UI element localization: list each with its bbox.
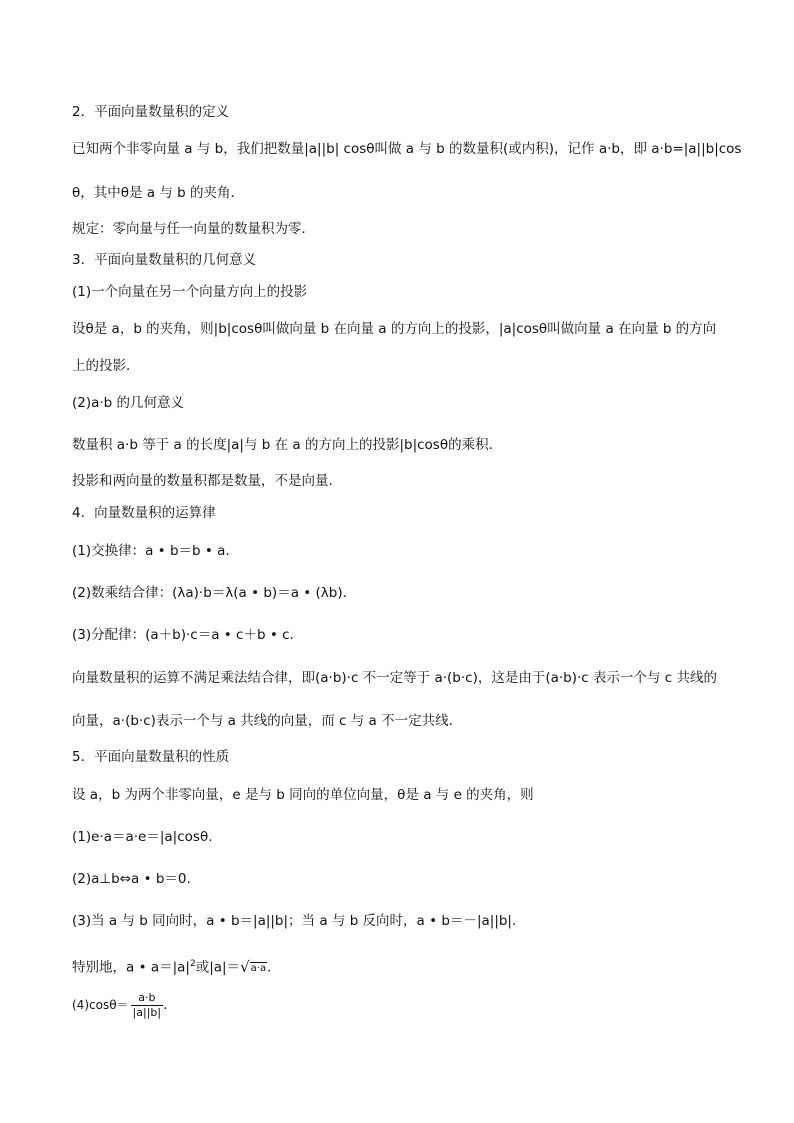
property-item: (1)e·a＝a·e＝|a|cosθ. <box>72 829 213 845</box>
property-item: (3)当 a 与 b 同向时，a • b＝|a||b|；当 a 与 b 反向时，a • b＝－|a||b|. <box>72 913 517 929</box>
property-item: (2)a⊥b⇔a • b＝0. <box>72 871 191 887</box>
law-item: (1)交换律：a • b＝b • a. <box>72 543 230 559</box>
radical-sign-icon: √ <box>240 957 250 976</box>
heading-operation-laws: 4．向量数量积的运算律 <box>72 505 216 521</box>
paragraph-line: 数量积 a·b 等于 a 的长度|a|与 b 在 a 的方向上的投影|b|cosθ的乘积． <box>72 437 503 453</box>
cos-formula-line <box>72 990 167 1020</box>
subheading-projection: (1)一个向量在另一个向量方向上的投影 <box>72 284 308 300</box>
law-item: (3)分配律：(a＋b)·c＝a • c＋b • c. <box>72 627 294 643</box>
text-segment: . <box>267 959 272 976</box>
paragraph-line: 上的投影． <box>72 358 140 374</box>
paragraph-line: 规定：零向量与任一向量的数量积为零． <box>72 221 315 237</box>
fraction-numerator: a·b <box>131 991 164 1006</box>
fraction <box>131 991 164 1020</box>
heading-properties: 5．平面向量数量积的性质 <box>72 749 230 765</box>
paragraph-line: 设θ是 a，b 的夹角，则|b|cosθ叫做向量 b 在向量 a 的方向上的投影，|a|cosθ叫做向量 a 在向量 b 的方向 <box>72 321 717 337</box>
paragraph-line: 向量，a·(b·c)表示一个与 a 共线的向量，而 c 与 a 不一定共线． <box>72 713 463 729</box>
paragraph-line: 设 a，b 为两个非零向量，e 是与 b 同向的单位向量，θ是 a 与 e 的夹角，则 <box>72 787 534 803</box>
subheading-dot-geometric: (2)a·b 的几何意义 <box>72 395 185 411</box>
special-case-line <box>72 955 271 977</box>
paragraph-line: 投影和两向量的数量积都是数量，不是向量. <box>72 473 333 489</box>
paragraph-line: θ，其中θ是 a 与 b 的夹角． <box>72 185 245 201</box>
text-segment: (4)cosθ＝ <box>72 998 129 1012</box>
text-segment: . <box>163 997 168 1013</box>
fraction-denominator: |a||b| <box>132 1005 162 1019</box>
law-item: (2)数乘结合律：(λa)·b＝λ(a • b)＝a • (λb)． <box>72 585 357 601</box>
radicand: a·a <box>250 962 267 974</box>
text-segment: 或|a|＝ <box>195 959 241 976</box>
superscript: 2 <box>189 959 196 969</box>
paragraph-line: 已知两个非零向量 a 与 b，我们把数量|a||b| cosθ叫做 a 与 b 的数量积(或内积)，记作 a·b，即 a·b=|a||b|cos <box>72 141 742 157</box>
text-segment: 特别地，a • a＝|a| <box>72 959 190 976</box>
paragraph-line: 向量数量积的运算不满足乘法结合律，即(a·b)·c 不一定等于 a·(b·c)，这是由于(a·b)·c 表示一个与 c 共线的 <box>72 670 718 686</box>
heading-geometric-meaning: 3．平面向量数量积的几何意义 <box>72 252 257 268</box>
square-root <box>240 958 267 977</box>
heading-definition: 2．平面向量数量积的定义 <box>72 104 230 120</box>
